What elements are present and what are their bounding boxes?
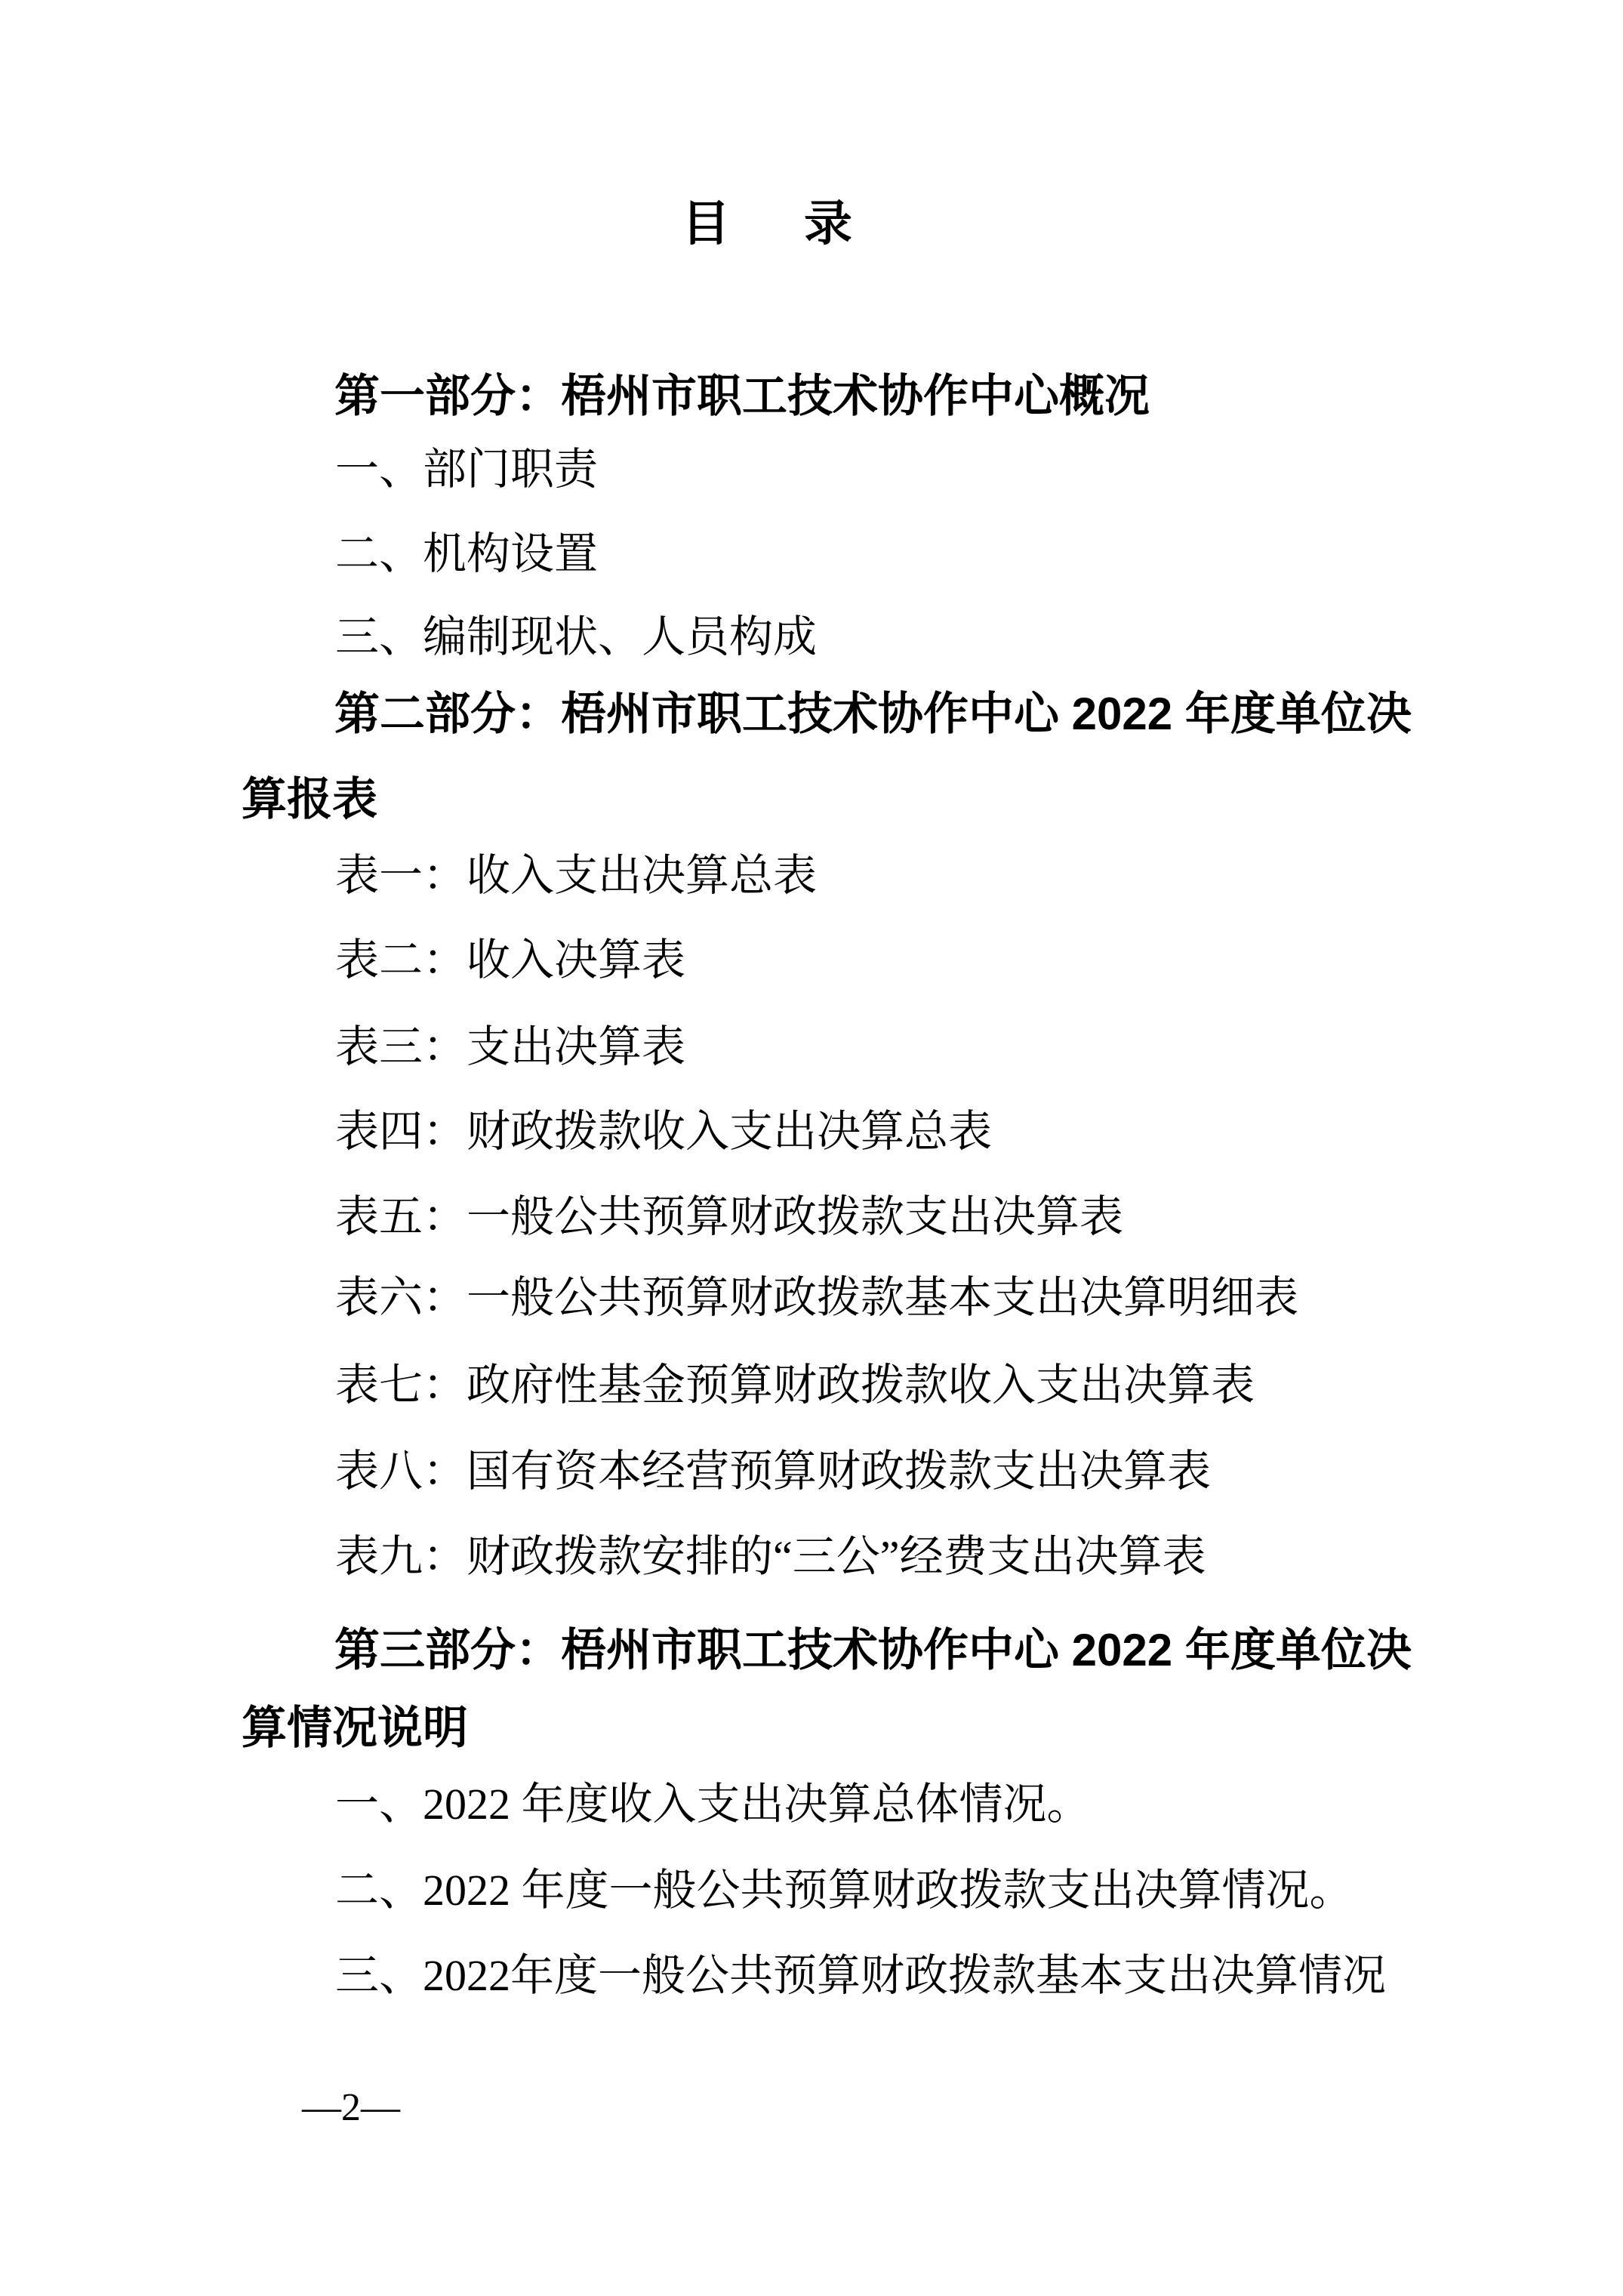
part3-heading-line1: 第三部分：梧州市职工技术协作中心 2022 年度单位决 <box>334 1625 1412 1675</box>
toc-title-char-right: 录 <box>804 196 852 251</box>
table-entry-7: 表七：政府性基金预算财政拨款收入支出决算表 <box>335 1361 1255 1410</box>
table-entry-8: 表八：国有资本经营预算财政拨款支出决算表 <box>335 1447 1212 1496</box>
part2-heading-line1: 第二部分：梧州市职工技术协作中心 2022 年度单位决 <box>334 689 1412 739</box>
toc-title-char-left: 目 <box>682 196 730 251</box>
part1-heading: 第一部分：梧州市职工技术协作中心概况 <box>334 371 1150 421</box>
table-entry-2: 表二：收入决算表 <box>335 935 686 985</box>
table-entry-3: 表三：支出决算表 <box>335 1022 686 1071</box>
part1-item-3: 三、编制现状、人员构成 <box>335 612 818 661</box>
page-number: —2— <box>302 2086 400 2129</box>
part3-item-3: 三、2022年度一般公共预算财政拨款基本支出决算情况 <box>335 1951 1387 2000</box>
table-entry-6: 表六：一般公共预算财政拨款基本支出决算明细表 <box>335 1273 1299 1322</box>
part1-item-1: 一、部门职责 <box>335 445 599 494</box>
part3-heading-line2: 算情况说明 <box>242 1703 468 1753</box>
table-entry-4: 表四：财政拨款收入支出决算总表 <box>335 1107 993 1156</box>
part3-item-2: 二、2022 年度一般公共预算财政拨款支出决算情况。 <box>335 1866 1354 1915</box>
part3-item-1: 一、2022 年度收入支出决算总体情况。 <box>335 1780 1091 1829</box>
table-entry-1: 表一：收入支出决算总表 <box>335 851 818 900</box>
table-entry-5: 表五：一般公共预算财政拨款支出决算表 <box>335 1192 1124 1241</box>
part2-heading-line2: 算报表 <box>242 774 377 824</box>
part1-item-2: 二、机构设置 <box>335 529 599 578</box>
toc-title <box>682 196 852 251</box>
table-entry-9: 表九：财政拨款安排的“三公”经费支出决算表 <box>335 1532 1206 1581</box>
